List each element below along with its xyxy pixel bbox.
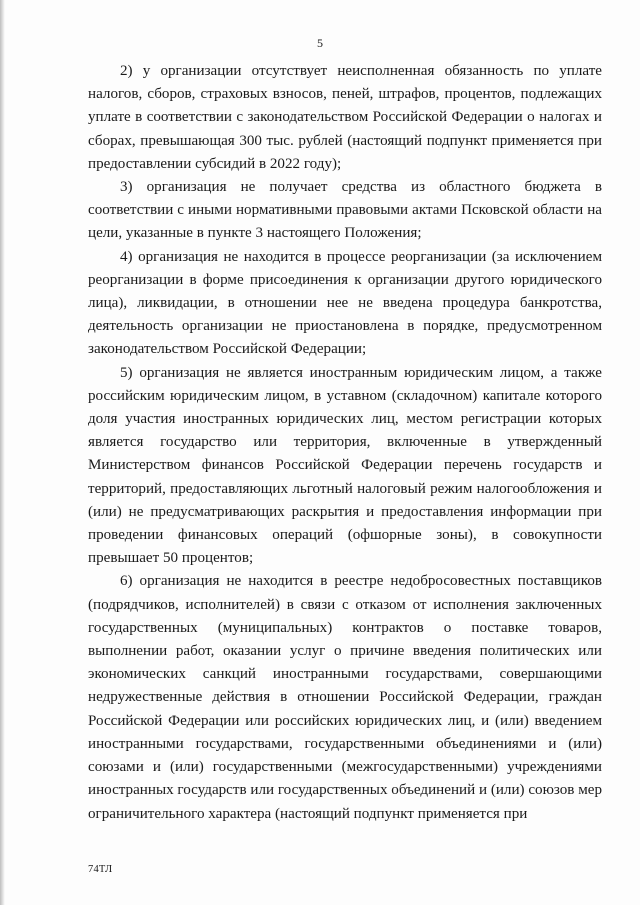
paragraph-subitem-5: 5) организация не является иностранным юридическим лицом, а также российским юридическим лицом, в уставном (складочном) капитале которого доля участия иностранных юридических лиц, местом регистрации которых является государство или территория, включенные в утвержденный Министерством финансов Российской Федерации перечень государств и территорий, предоставляющих льготный налоговый режим налогообложения и (или) не предусматривающих раскрытия и предоставления информации при проведении финансовых операций (офшорные зоны), в совокупности превышает 50 процентов; xyxy=(88,364,602,567)
paragraph-subitem-3: 3) организация не получает средства из областного бюджета в соответствии с иными нормативными правовыми актами Псковской области на цели, указанные в пункте 3 настоящего Положения; xyxy=(88,179,602,242)
paragraph-subitem-4: 4) организация не находится в процессе реорганизации (за исключением реорганизации в форме присоединения к организации другого юридического лица), ликвидации, в отношении нее не введена процедура банкротства, деятельность организации не приостановлена в порядке, предусмотренном законодательством Российской Федерации; xyxy=(88,248,602,358)
paragraph-subitem-6: 6) организация не находится в реестре недобросовестных поставщиков (подрядчиков, исполнителей) в связи с отказом от исполнения заключенных государственных (муниципальных) контрактов о поставке товаров, выполнении работ, оказании услуг о причине введения политических или экономических санкций иностранными государствами, совершающими недружественные действия в отношении Российской Федерации, граждан Российской Федерации или российских юридических лиц, и (или) введением иностранными государствами, государственными объединениями и (или) союзами и (или) государственными (межгосударственными) учреждениями иностранных государств или государственных объединений и (или) союзов мер ограничительного характера (настоящий подпункт применяется при xyxy=(88,573,602,822)
paragraph-subitem-2: 2) у организации отсутствует неисполненная обязанность по уплате налогов, сборов, страховых взносов, пеней, штрафов, процентов, подлежащих уплате в соответствии с законодательством Российской Федерации о налогах и сборах, превышающая 300 тыс. рублей (настоящий подпункт применяется при предоставлении субсидий в 2022 году); xyxy=(88,63,602,172)
page-number: 5 xyxy=(317,36,323,50)
document-code: 74ТЛ xyxy=(88,864,113,875)
document-body xyxy=(88,60,602,826)
scan-edge-shadow xyxy=(0,0,5,905)
